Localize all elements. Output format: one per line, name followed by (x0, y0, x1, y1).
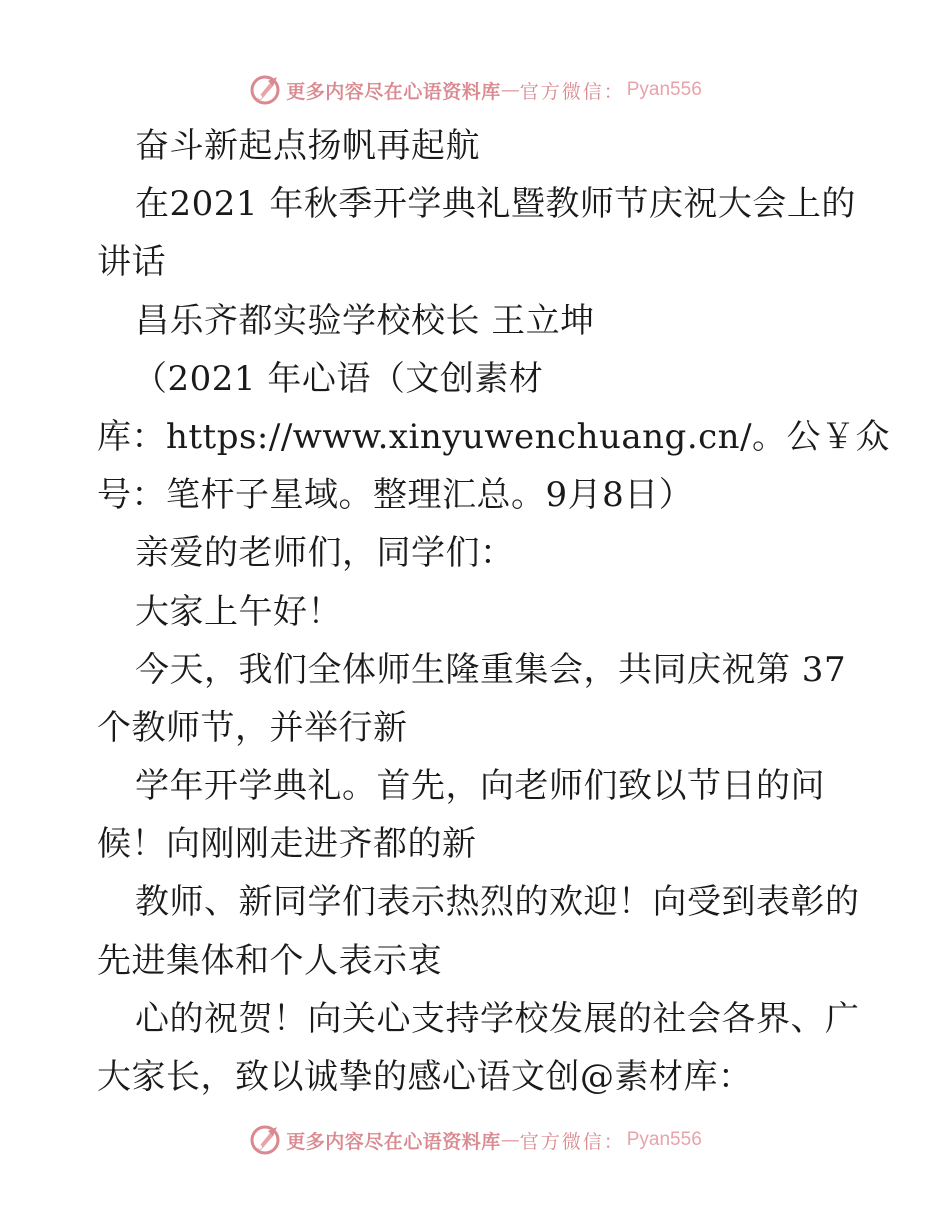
watermark-text: 更多内容尽在心语资料库 (286, 80, 501, 103)
document-title: 奋斗新起点扬帆再起航 (135, 126, 480, 166)
watermark-text: 更多内容尽在心语资料库 (286, 1130, 501, 1153)
document-paragraph-line: 先进集体和个人表示衷 (97, 940, 442, 981)
document-subtitle-line: 在2021 年秋季开学典礼暨教师节庆祝大会上的 (135, 184, 856, 225)
document-author: 昌乐齐都实验学校校长 王立坤 (135, 300, 595, 341)
document-greeting: 大家上午好！ (135, 591, 342, 632)
document-salutation: 亲爱的老师们，同学们： (135, 533, 515, 574)
watermark-banner-bottom (0, 1120, 950, 1160)
document-source-note: （2021 年心语（文创素材 (133, 358, 544, 399)
document-paragraph-line: 教师、新同学们表示热烈的欢迎！向受到表彰的 (135, 882, 860, 923)
watermark-wechat-id: Pyan556 (626, 79, 702, 100)
watermark-wechat-label: 官方微信： (519, 80, 625, 103)
document-paragraph-line: 心的祝贺！向关心支持学校发展的社会各界、广 (135, 998, 860, 1039)
document-subtitle-line: 讲话 (97, 242, 166, 283)
watermark-separator: — (500, 79, 520, 101)
watermark-wechat-id: Pyan556 (626, 1129, 702, 1150)
document-paragraph-line: 学年开学典礼。首先，向老师们致以节日的问 (135, 766, 825, 807)
quill-pen-logo-icon (248, 73, 282, 107)
watermark-separator: — (500, 1129, 520, 1151)
document-paragraph-line: 今天，我们全体师生隆重集会，共同庆祝第 37 (135, 649, 847, 690)
document-body (97, 117, 891, 1106)
watermark-wechat-label: 官方微信： (519, 1130, 625, 1153)
document-paragraph-line: 个教师节，并举行新 (97, 707, 408, 748)
document-paragraph-line: 大家长，致以诚挚的感心语文创@素材库： (97, 1057, 753, 1097)
document-source-note: 库：https://www.xinyuwenchuang.cn/。公￥众 (97, 416, 891, 457)
quill-pen-logo-icon (248, 1123, 282, 1157)
document-paragraph-line: 候！向刚刚走进齐都的新 (97, 824, 477, 865)
watermark-banner-top (0, 70, 950, 110)
document-source-note: 号：笔杆子星域。整理汇总。9月8日） (97, 475, 694, 516)
